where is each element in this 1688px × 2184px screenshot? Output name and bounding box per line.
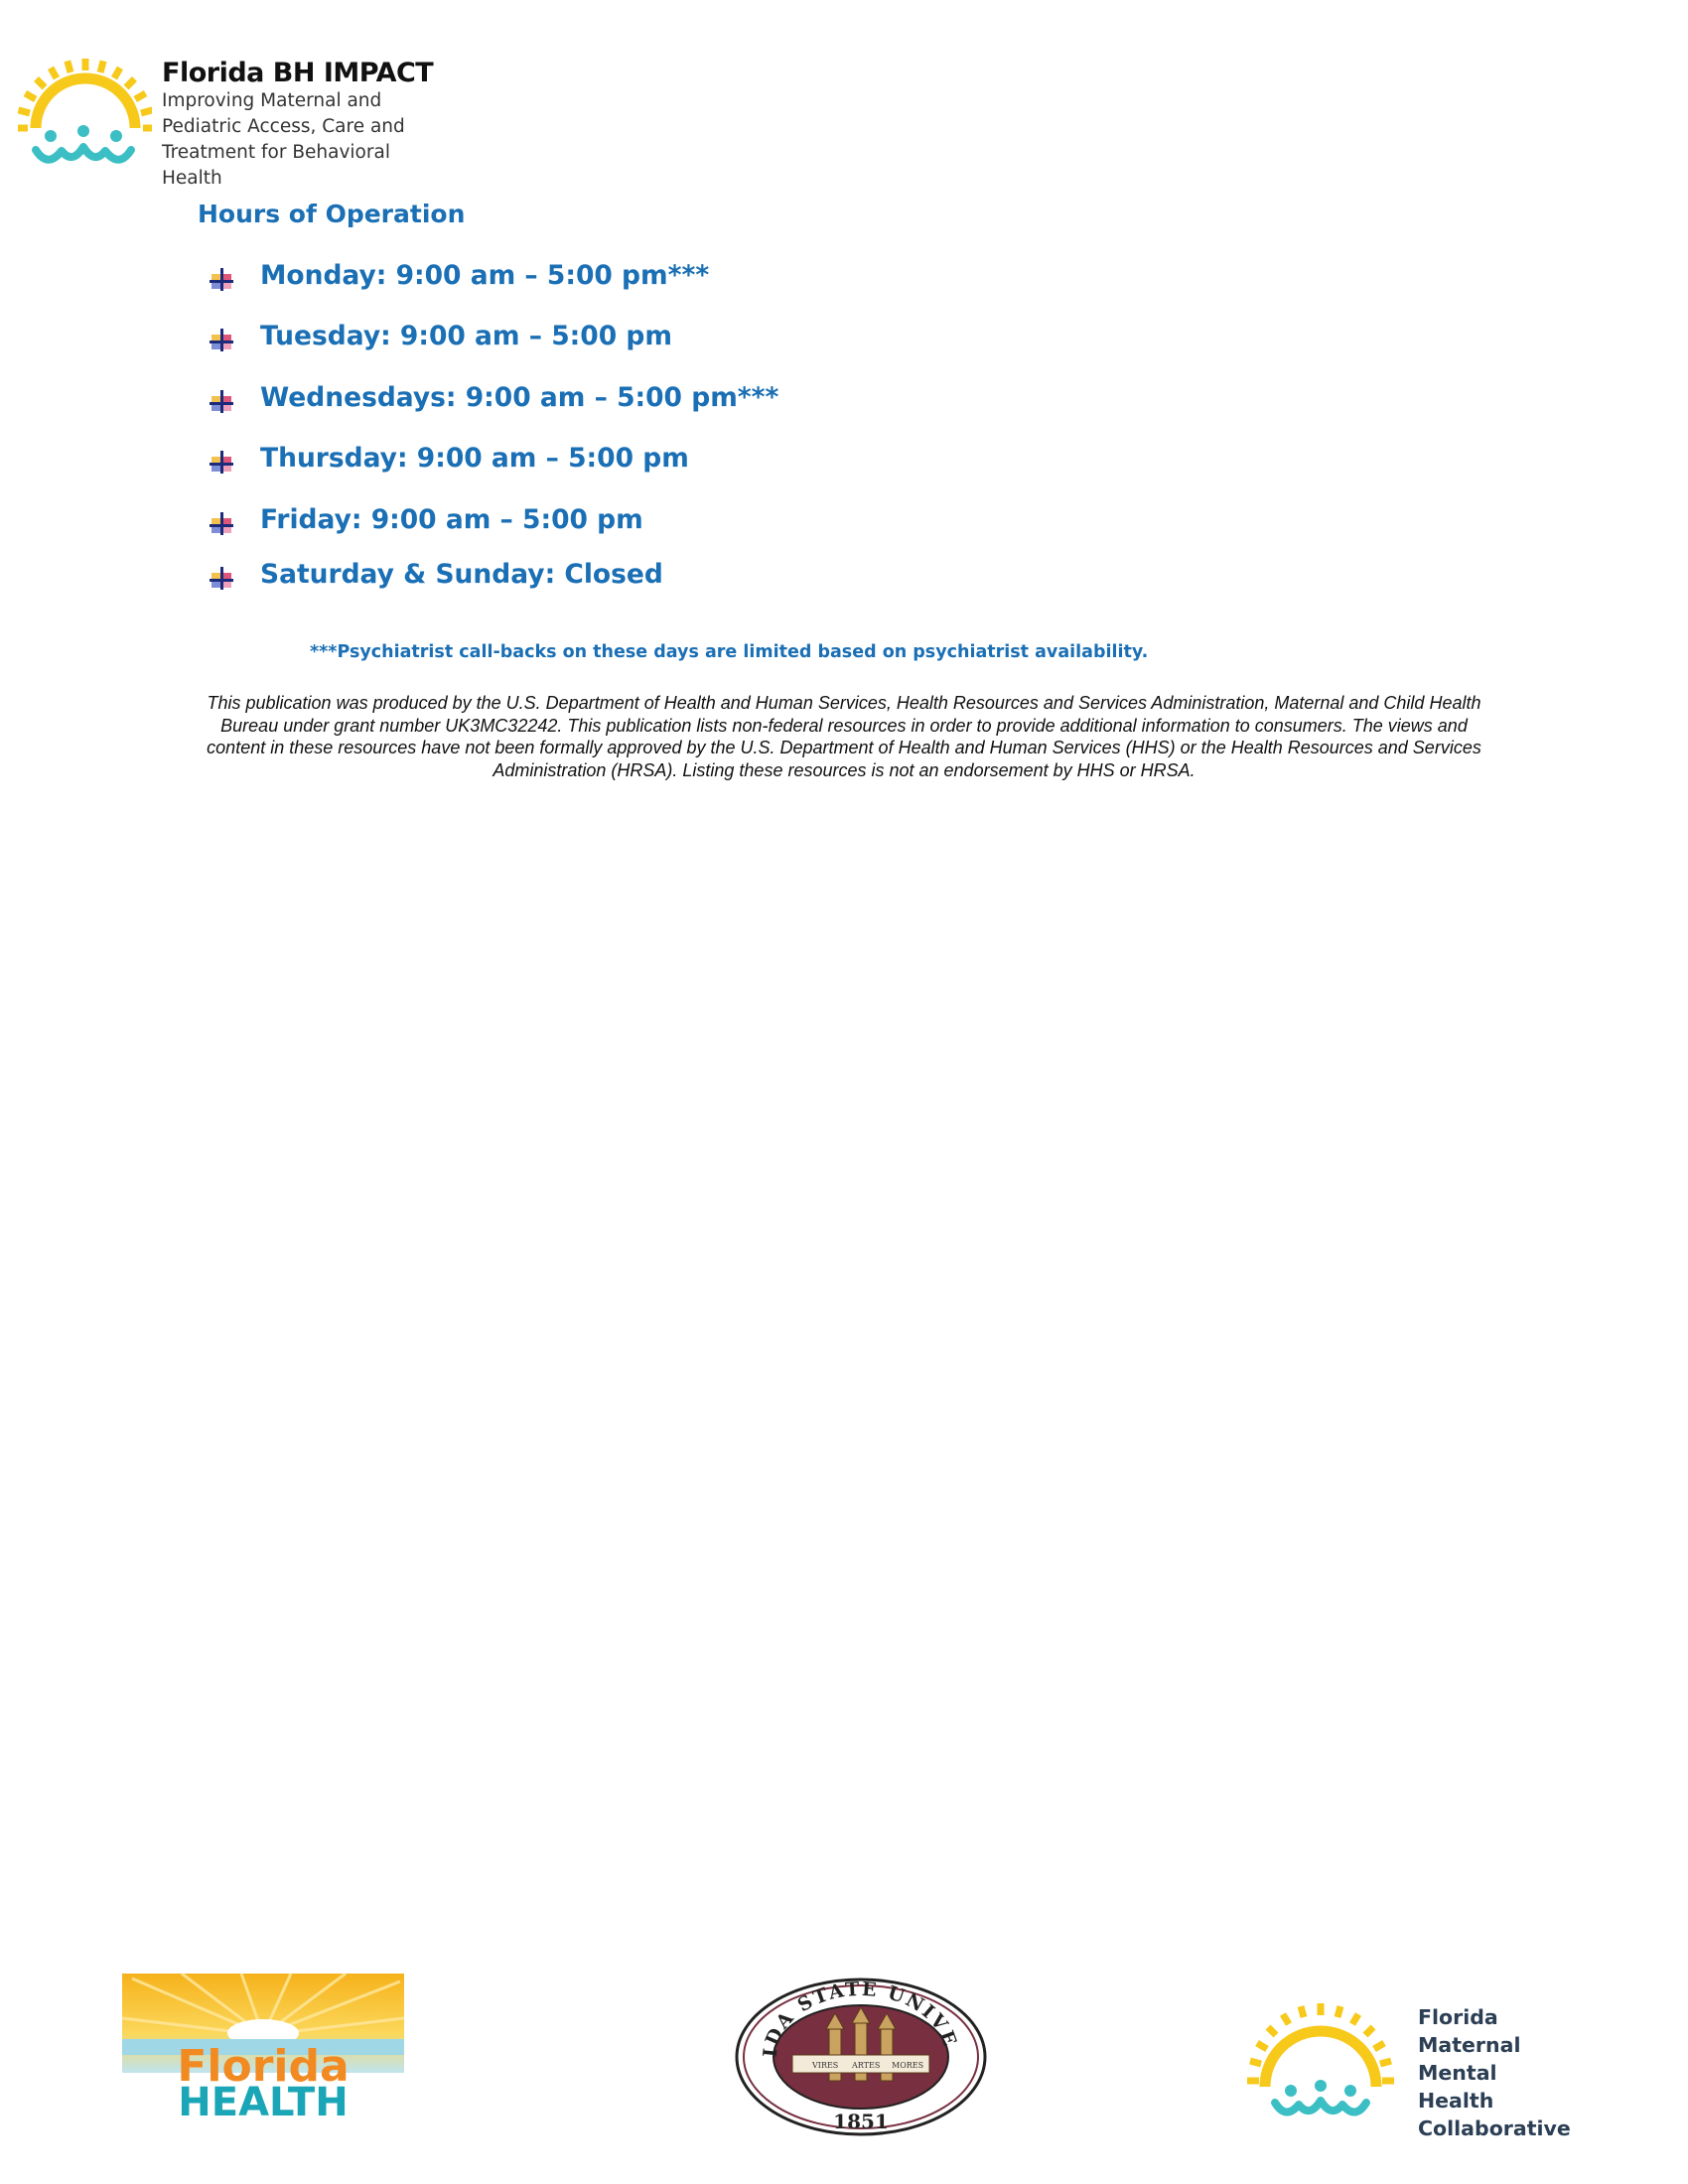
hours-text: Monday: 9:00 am – 5:00 pm*** xyxy=(260,260,710,291)
bullet-icon xyxy=(209,449,236,477)
logo-subtitle-line: Treatment for Behavioral Health xyxy=(162,141,390,189)
fmmhc-line: Maternal xyxy=(1418,2033,1521,2057)
sun-ray xyxy=(68,61,70,72)
bullet-icon xyxy=(209,266,236,294)
bullet-icon xyxy=(209,510,236,538)
fsu-ring-text: IDA STATE UNIVE xyxy=(759,1978,961,2059)
sun-ray xyxy=(51,68,57,77)
sun-ray xyxy=(37,79,45,87)
bullet-icon xyxy=(209,327,236,354)
fsu-motto: VIRES xyxy=(812,2061,839,2070)
hours-text: Friday: 9:00 am – 5:00 pm xyxy=(260,504,643,535)
section-title: Hours of Operation xyxy=(198,200,466,228)
sun-ray xyxy=(18,110,30,113)
bullet-icon xyxy=(209,388,236,416)
hours-item-friday xyxy=(209,504,1102,544)
fsu-motto: ARTES xyxy=(852,2061,881,2070)
hours-item-tuesday xyxy=(209,321,1102,360)
sun-logo-icon xyxy=(18,34,152,173)
hours-item-weekend xyxy=(209,559,1102,599)
fmmhc-line: Florida xyxy=(1418,2005,1498,2029)
florida-health-logo-graphic xyxy=(122,1974,404,2117)
sun-ray xyxy=(141,110,152,113)
hours-text: Wednesdays: 9:00 am – 5:00 pm*** xyxy=(260,382,779,413)
hours-item-thursday xyxy=(209,443,1102,482)
florida-health-logo xyxy=(122,1974,404,2117)
logo-subtitle-line: Improving Maternal and xyxy=(162,90,382,112)
hours-item-wednesday xyxy=(209,382,1102,422)
fsu-seal-graphic xyxy=(735,1978,987,2136)
sun-ray xyxy=(25,93,35,99)
sun-ray xyxy=(100,61,103,72)
bullet-icon xyxy=(209,565,236,593)
florida-bh-impact-logo xyxy=(18,34,435,189)
florida-health-line1: Florida xyxy=(177,2041,350,2092)
hours-item-monday xyxy=(209,260,1102,300)
fmmhc-line: Mental Health xyxy=(1418,2061,1497,2113)
psychiatrist-note: ***Psychiatrist call-backs on these days are limited based on psychiatrist availability. xyxy=(310,642,1149,662)
hours-text: Tuesday: 9:00 am – 5:00 pm xyxy=(260,321,672,351)
fmmhc-line: Collaborative xyxy=(1418,2116,1571,2140)
sun-ray xyxy=(114,68,120,77)
fsu-seal-logo xyxy=(735,1978,987,2136)
fmmhc-sun-icon xyxy=(1239,1995,1403,2124)
fmmhc-logo xyxy=(1239,1995,1577,2140)
logo-subtitle-line: Pediatric Access, Care and xyxy=(162,115,405,137)
sun-ray xyxy=(135,93,145,99)
hours-text: Saturday & Sunday: Closed xyxy=(260,559,663,590)
logo-title: Florida BH IMPACT xyxy=(162,58,434,88)
disclaimer-text: This publication was produced by the U.S. Department of Health and Human Services, Health Resources and Services Administration, Maternal and Child Health Bureau under grant number UK3MC32242. This publication lists non-federal resources in order to provide additional information to consumers. The views and content in these resources have not been formally approved by the U.S. Department of Health and Human Services (HHS) or the Health Resources and Services Administration (HRSA). Listing these resources is not an endorsement by HHS or HRSA. xyxy=(207,693,1481,780)
florida-health-line2: HEALTH xyxy=(178,2080,349,2117)
sun-ray xyxy=(126,79,134,87)
fsu-motto: MORES xyxy=(892,2061,924,2070)
fsu-year: 1851 xyxy=(833,2110,889,2133)
hours-text: Thursday: 9:00 am – 5:00 pm xyxy=(260,443,689,474)
